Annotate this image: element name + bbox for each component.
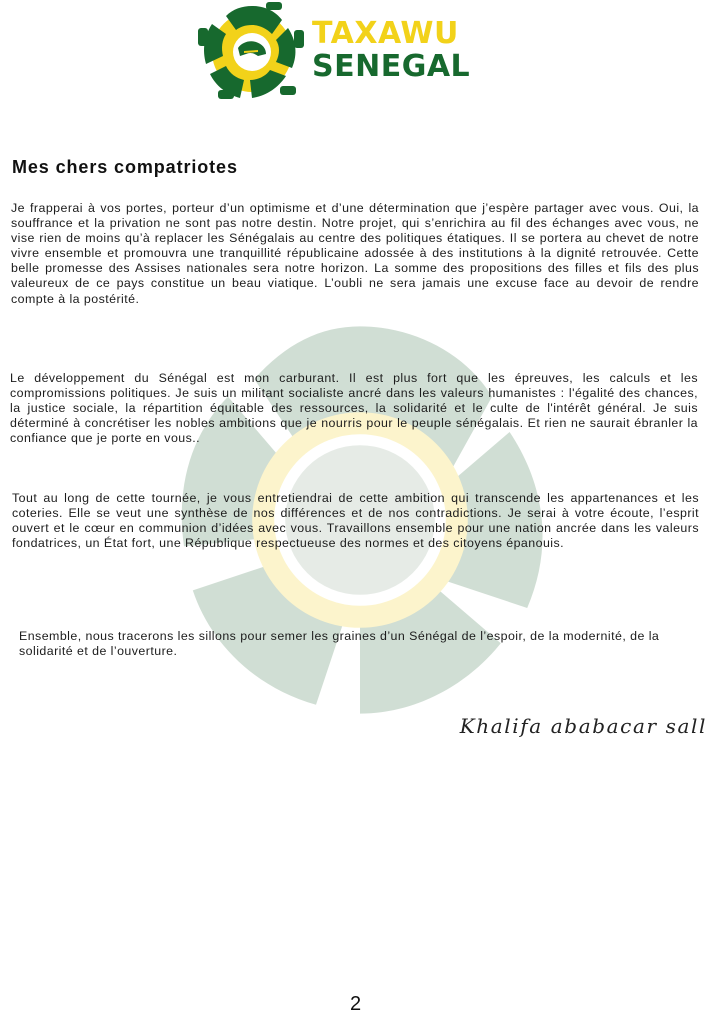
signature: Khalifa ababacar sall [459,714,707,738]
letter-heading: Mes chers compatriotes [12,157,238,177]
logo-word-taxawu: TAXAWU [312,16,459,51]
logo-word-senegal: SENEGAL [312,49,471,84]
paragraph-2: Le développement du Sénégal est mon carburant. Il est plus fort que les épreuves, les calculs et les compromissions politiques. Je suis un militant socialiste ancré dans les valeurs humanistes : l'égalité des chances, la justice sociale, la répartition équitable des ressources, la solidarité et le culte de l'intérêt général. Je suis déterminé à concrétiser les nobles ambitions que je nourris pour le peuple sénégalais. Et rien ne saurait ébranler la confiance que je porte en vous.. [10,371,698,446]
paragraph-4: Ensemble, nous tracerons les sillons pour semer les graines d’un Sénégal de l’espoir, de la modernité, de la solidarité et de l’ouverture. [19,629,660,659]
paragraph-1: Je frapperai à vos portes, porteur d’un optimisme et d’une détermination que j’espère partager avec vous. Oui, la souffrance et la privation ne sont pas notre destin. Notre projet, qui s’enrichira au fil des échanges avec vous, ne vise rien de moins qu’à replacer les Sénégalais au centre des politiques étatiques. Il se portera au chevet de notre vivre ensemble et promouvra une tranquillité républicaine adossée à des institutions à la dignité retrouvée. Cette belle promesse des Assises nationales sera notre horizon. La somme des propositions des filles et fils des plus valeureux de ce pays constitue un beau viatique. L’oubli ne sera jamais une excuse face au devoir de rendre compte à la postérité. [11,201,699,306]
paragraph-3: Tout au long de cette tournée, je vous entretiendrai de cette ambition qui transcende les appartenances et les coteries. Elle se veut une synthèse de nos différences et de nos contradictions. Je serai à votre écoute, l’esprit ouvert et le cœur en communion d’idées avec vous. Travaillons ensemble pour une nation ancrée dans les valeurs fondatrices, un État fort, une République respectueuse des normes et des citoyens épanouis. [12,491,699,551]
hands-circle-with-senegal-map-icon [196,0,308,104]
taxawu-senegal-logo [196,0,486,104]
page-number: 2 [349,993,362,1015]
